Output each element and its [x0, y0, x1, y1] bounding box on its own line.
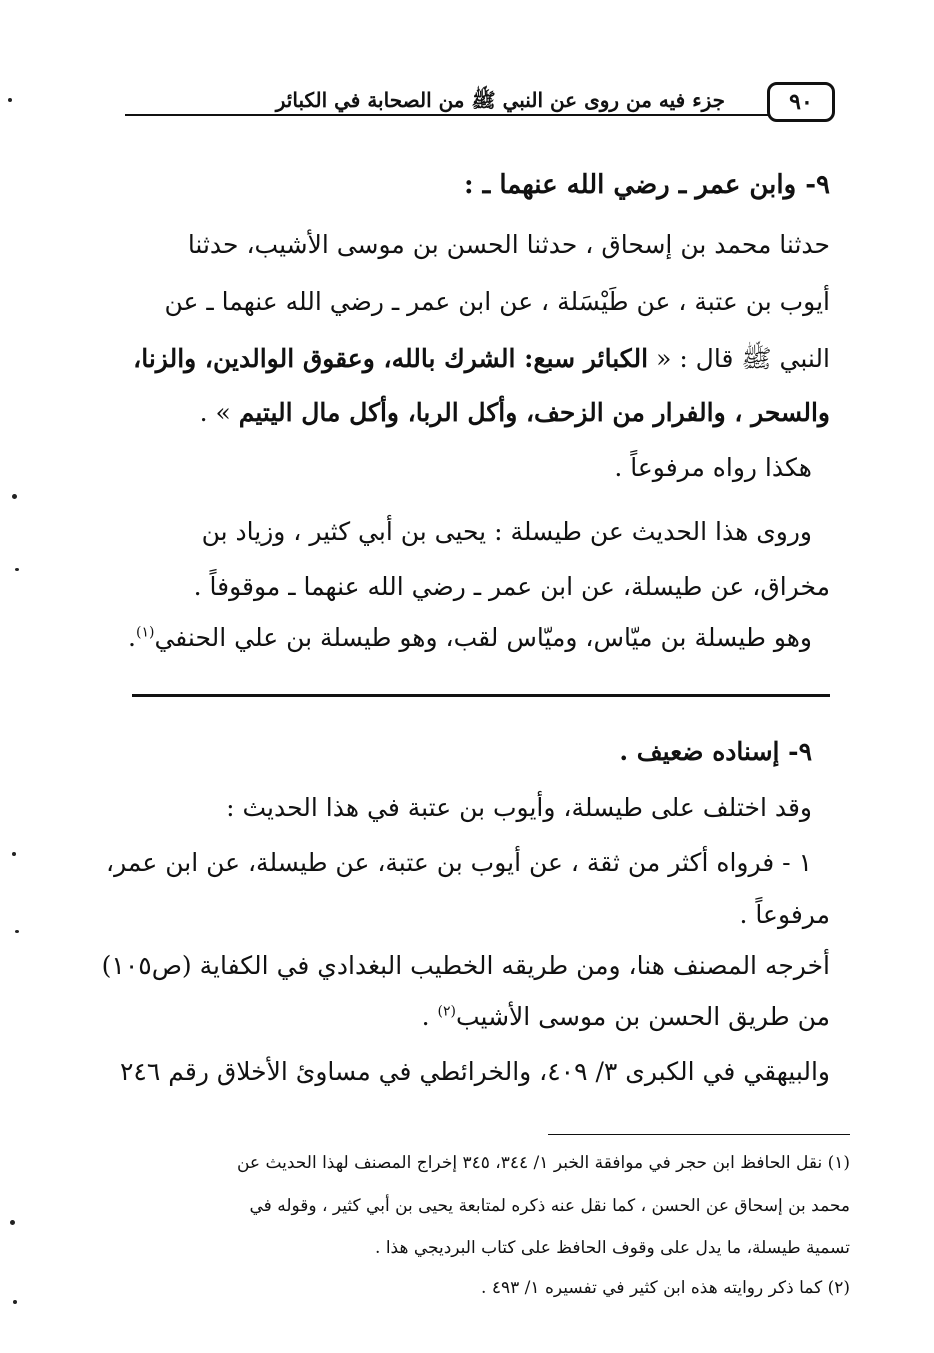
scan-speck [15, 568, 19, 571]
running-header [125, 78, 835, 124]
scan-speck [13, 1300, 17, 1304]
narration-line-2: مخراق، عن طيسلة، عن ابن عمر ـ رضي الله عنهما ـ موقوفاً . [193, 572, 830, 601]
commentary-line-1: وقد اختلف على طيسلة، وأيوب بن عتبة في هذا الحديث : [226, 793, 812, 822]
footnote-1-line-1: (١) نقل الحافظ ابن حجر في موافقة الخبر ١/ ٣٤٤، ٣٤٥ إخراج المصنف لهذا الحديث عن [236, 1153, 850, 1173]
commentary-line-5 [422, 1002, 830, 1031]
narration-line-3 [128, 623, 812, 652]
narration-3-end: . [128, 623, 136, 652]
footnote-rule [548, 1134, 850, 1135]
narration-3-text: وهو طيسلة بن ميّاس، وميّاس لقب، وهو طيسلة بن علي الحنفي [154, 623, 812, 652]
hadith-text-1: الكبائر سبع: الشرك بالله، وعقوق الوالدين، والزنا، [133, 344, 649, 373]
scan-speck [15, 930, 19, 933]
footnote-1-line-2: محمد بن إسحاق عن الحسن ، كما نقل عنه ذكره لمتابعة يحيى بن أبي كثير ، وقوله في [249, 1196, 850, 1216]
footnote-ref-1[interactable]: (١) [135, 624, 155, 641]
footnote-2: (٢) كما ذكر روايته هذه ابن كثير في تفسيره ١/ ٤٩٣ . [481, 1278, 850, 1298]
commentary-5-text: من طريق الحسن بن موسى الأشيب [455, 1002, 830, 1031]
commentary-line-3: مرفوعاً . [739, 900, 830, 929]
hadith-close: » . [199, 398, 239, 427]
commentary-line-4: أخرجه المصنف هنا، ومن طريقه الخطيب البغدادي في الكفاية (ص١٠٥) [101, 951, 830, 980]
scan-speck [12, 494, 17, 499]
chain-line-1: حدثنا محمد بن إسحاق ، حدثنا الحسن بن موسى الأشيب، حدثنا [187, 230, 830, 259]
hadith-line-3 [133, 343, 830, 380]
commentary-5-end: . [421, 1002, 438, 1031]
hadith-heading: ٩- وابن عمر ـ رضي الله عنهما ـ : [464, 170, 830, 200]
scan-speck [12, 852, 16, 856]
hadith-text-2: والسحر ، والفرار من الزحف، وأكل الربا، وأكل مال اليتيم [238, 398, 830, 427]
narration-line-1: وروى هذا الحديث عن طيسلة : يحيى بن أبي كثير ، وزياد بن [201, 517, 812, 546]
scan-speck [10, 1220, 15, 1225]
chain-line-3-intro: النبي ﷺ قال : « [648, 344, 830, 373]
scan-speck [8, 98, 12, 102]
marfu-note: هكذا رواه مرفوعاً . [614, 453, 812, 482]
commentary-line-6: والبيهقي في الكبرى ٣/ ٤٠٩، والخرائطي في مساوئ الأخلاق رقم ٢٤٦ [120, 1057, 830, 1086]
footnote-ref-2[interactable]: (٢) [437, 1003, 456, 1020]
section-divider [132, 694, 830, 697]
page-number: ٩٠ [767, 82, 835, 122]
header-title: جزء فيه من روى عن النبي ﷺ من الصحابة في الكبائر [275, 88, 725, 112]
commentary-heading: ٩- إسناده ضعيف . [619, 737, 812, 766]
chain-line-2: أيوب بن عتبة ، عن طَيْسَلة ، عن ابن عمر ـ رضي الله عنهما ـ عن [164, 287, 830, 316]
hadith-line-4 [200, 398, 830, 427]
header-rule [125, 114, 779, 116]
commentary-line-2: ١ - فرواه أكثر من ثقة ، عن أيوب بن عتبة، عن طيسلة، عن ابن عمر، [106, 848, 812, 877]
footnote-1-line-3: تسمية طيسلة، ما يدل على وقوف الحافظ على كتاب البرديجي هذا . [375, 1238, 850, 1258]
